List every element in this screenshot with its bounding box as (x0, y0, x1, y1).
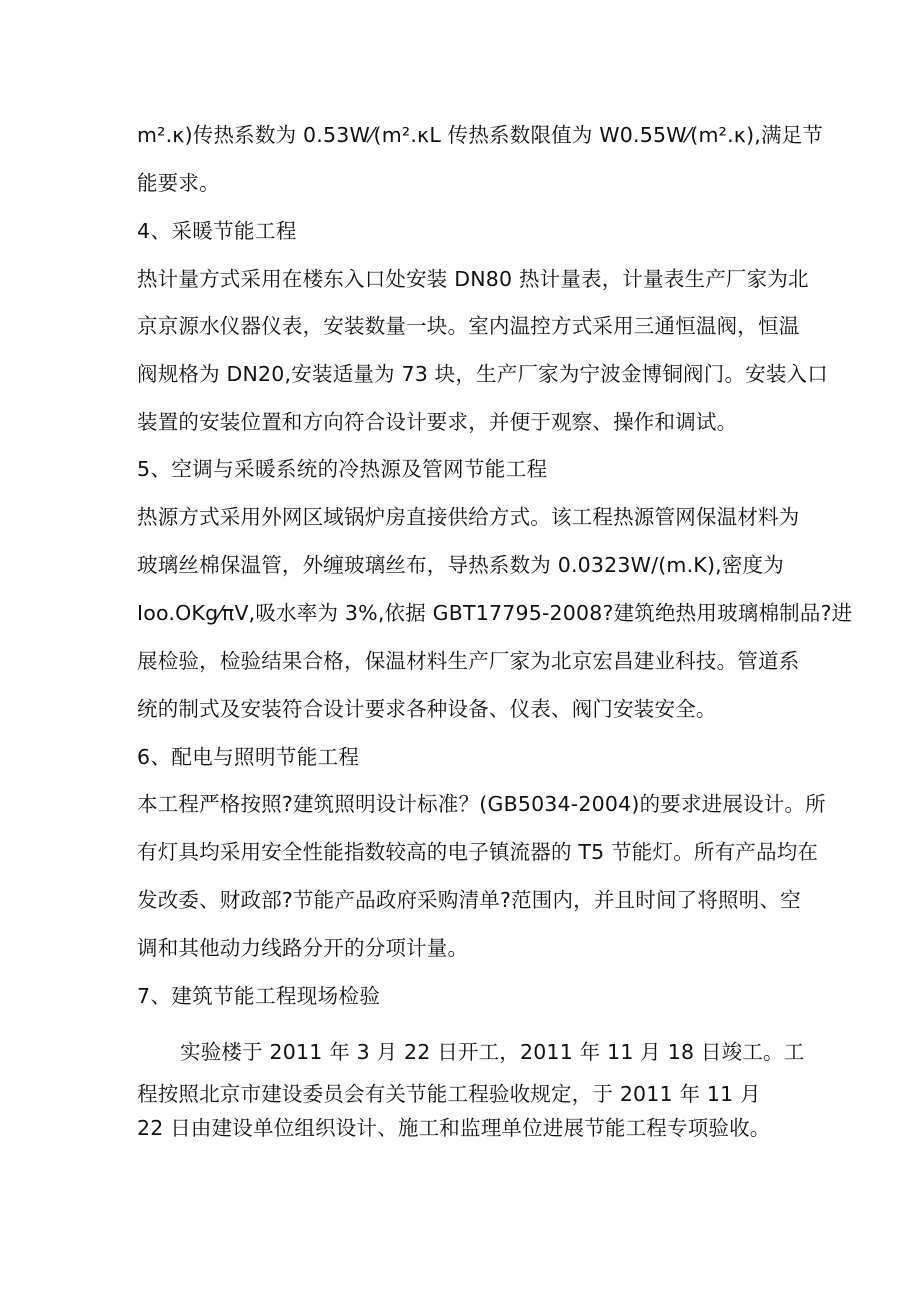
paragraph-line: 发改委、财政部?节能产品政府采购清单?范围内，并且时间了将照明、空 (137, 888, 801, 912)
paragraph-line: 调和其他动力线路分开的分项计量。 (137, 936, 469, 960)
paragraph-line: 装置的安装位置和方向符合设计要求，并便于观察、操作和调试。 (137, 410, 738, 434)
paragraph-line: 22 日由建设单位组织设计、施工和监理单位进展节能工程专项验收。 (137, 1116, 771, 1140)
paragraph-line: 热源方式采用外网区域锅炉房直接供给方式。该工程热源管网保温材料为 (137, 505, 800, 529)
paragraph-line: 能要求。 (137, 171, 220, 195)
paragraph-line: 有灯具均采用安全性能指数较高的电子镇流器的 T5 节能灯。所有产品均在 (137, 840, 819, 864)
paragraph-line: 京京源水仪器仪表，安装数量一块。室内温控方式采用三通恒温阀，恒温 (137, 314, 800, 338)
paragraph-line: 阀规格为 DN20,安装适量为 73 块，生产厂家为宁波金博铜阀门。安装入口 (137, 362, 828, 386)
section-heading: 4、采暖节能工程 (137, 219, 297, 243)
paragraph-line: 热计量方式采用在楼东入口处安装 DN80 热计量表，计量表生产厂家为北 (137, 267, 809, 291)
section-heading: 6、配电与照明节能工程 (137, 745, 360, 769)
section-heading: 7、建筑节能工程现场检验 (137, 984, 381, 1008)
paragraph-line: m².κ)传热系数为 0.53W⁄(m².κL 传热系数限值为 W0.55W⁄(m².κ),满足节 (137, 123, 824, 147)
paragraph-line: Ioo.OKg⁄πV,吸水率为 3%,依据 GBT17795-2008?建筑绝热用玻璃棉制品?进 (137, 601, 853, 625)
section-heading: 5、空调与采暖系统的冷热源及管网节能工程 (137, 457, 548, 481)
paragraph-line: 本工程严格按照?建筑照明设计标准？(GB5034-2004)的要求进展设计。所 (137, 792, 826, 816)
paragraph-line: 实验楼于 2011 年 3 月 22 日开工，2011 年 11 月 18 日竣工。工 (180, 1040, 805, 1064)
paragraph-line: 玻璃丝棉保温管，外缠玻璃丝布，导热系数为 0.0323W/(m.K),密度为 (137, 553, 784, 577)
paragraph-line: 统的制式及安装符合设计要求各种设备、仪表、阀门安装安全。 (137, 697, 717, 721)
paragraph-line: 程按照北京市建设委员会有关节能工程验收规定，于 2011 年 11 月 (137, 1082, 761, 1106)
paragraph-line: 展检验，检验结果合格，保温材料生产厂家为北京宏昌建业科技。管道系 (137, 649, 800, 673)
